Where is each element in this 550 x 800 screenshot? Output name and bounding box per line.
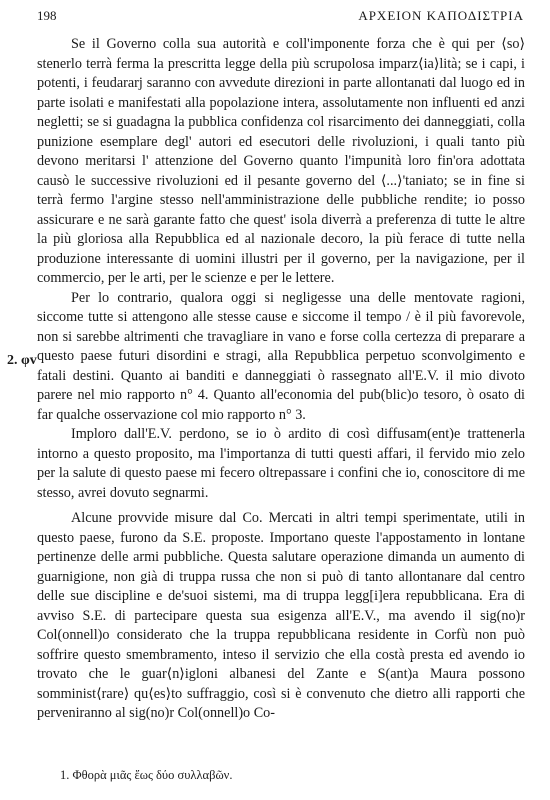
footnote: 1. Φθορὰ μιᾶς ἕως δύο συλλαβῶν. <box>60 768 233 782</box>
running-title: ΑΡΧΕΙΟΝ ΚΑΠΟΔΙΣΤΡΙΑ <box>358 8 524 23</box>
paragraph-1: Se il Governo colla sua autorità e coll'imponente forza che è qui per ⟨so⟩stenerlo terrà ferma la prescritta legge della più scrupolosa imparz⟨ia⟩lità; se i capi, i potenti, i feudararj saranno con avvedute direzioni in parte allontanati dal luogo ed in parte isolati e manifestati alla popolazione intera, assolutamente non influenti ed anzi negletti; se si guadagna la pubblica confidenza col risarcimento dei danneggiati, colla punizione esemplare degl' autori ed esecutori delle rivoluzioni, i quali tanto più devono meritarsi l' attenzione del Governo quanto l'impunità loro fin'ora adottata causò le successive rivoluzioni ed il pesante governo del ⟨...⟩'taniato; se in fine si terrà fermo l'argine stesso nell'amministrazione delle pubbliche rendite; io posso assicurare e ne sarà garante fatto che quest' isola diverrà a preferenza di tutte le altre la più gloriosa alla Repubblica ed al nazionale decoro, la più ferace di tutte nella produzione interessante di uomini illustri per il governo, per la navigazione, per il commercio, per le arti, per le scienze e per le lettere. <box>37 36 525 286</box>
page-header <box>37 8 524 24</box>
paragraph-3: Imploro dall'E.V. perdono, se io ò ardito di così diffusam(ent)e trattenerla intorno a questo proposito, ma l'importanza di tutti questi affari, il fervido mio zelo per la salute di questo paese mi fecero oltrepassare i confini che io, conoscitore di me stesso, avrei dovuto segnarmi. <box>37 426 525 501</box>
margin-note: 2. φv <box>7 353 37 368</box>
paragraph-2: Per lo contrario, qualora oggi si negligesse una delle mentovate ragioni, siccome tutte si attengono alle stesse cause e siccome il tempo / è il più favorevole, non si sarebbe altrimenti che travagliare in vano e forse colla certezza di preparare a questo paese futuri disordini e stragi, alla Repubblica perpetuo sconvolgimento e fatali destini. Quanto ai banditi e danneggiati ò rassegnato all'E.V. il mio divoto parere nel mio rapporto n° 4. Quanto all'economia del pub(blic)o tesoro, ò osato di far qualche osservazione col mio rapporto n° 3. <box>37 289 525 423</box>
paragraph-4: Alcune provvide misure dal Co. Mercati in altri tempi sperimentate, utili in questo paese, furono da S.E. proposte. Importano queste l'appostamento in lontane pertinenze delle armi pubbliche. Questa salutare operazione dimanda un aumento di guarnigione, non già di truppa russa che non si può di tanto allontanare dal centro delle sue discipline e de'suoi sistemi, ma di truppa legg[i]era repubblicana. Era di avviso S.E. di partecipare questa sua esigenza all'E.V., ma avendo il sig(no)r Col(onnell)o considerato che la truppa repubblicana residente in Corfù non può soffrire questo smembramento, inteso il servizio che ella costà presta ed avendo io trovato che le guar⟨n⟩igloni albanesi del Zante e S(ant)a Maura possono somminist⟨rare⟩ qu⟨es⟩to suffraggio, così si è convenuto che dietro alli rapporti che perveniranno al sig(no)r Col(onnell)o Co- <box>37 510 525 721</box>
page-body <box>37 35 525 724</box>
page-number: 198 <box>37 8 57 23</box>
